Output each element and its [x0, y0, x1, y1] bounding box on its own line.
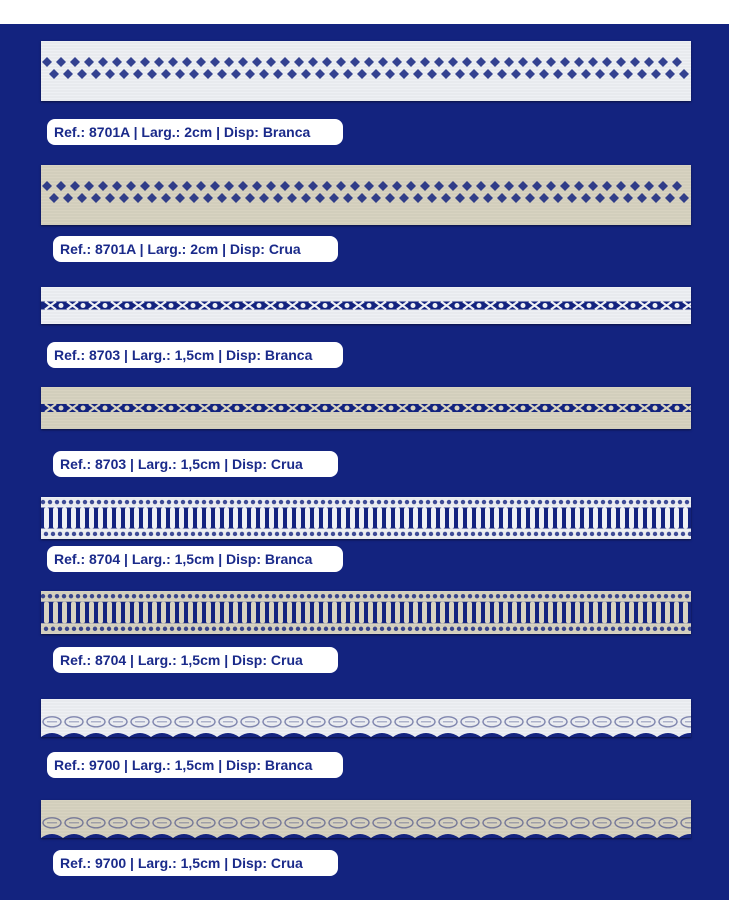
lace-strip-8703-crua — [41, 387, 691, 429]
lace-pattern-ladder — [41, 497, 691, 539]
lace-strip-8701a-crua — [41, 165, 691, 225]
lace-strip-8701a-branca — [41, 41, 691, 101]
product-label: Ref.: 8703 | Larg.: 1,5cm | Disp: Branca — [47, 342, 343, 368]
lace-pattern-zigzag — [41, 165, 691, 225]
product-label: Ref.: 8703 | Larg.: 1,5cm | Disp: Crua — [53, 451, 338, 477]
lace-pattern-cross-chain — [41, 387, 691, 429]
lace-strip-8704-crua — [41, 591, 691, 634]
lace-pattern-scallop — [41, 800, 691, 838]
lace-pattern-zigzag — [41, 41, 691, 101]
lace-strip-8703-branca — [41, 287, 691, 324]
lace-pattern-cross-chain — [41, 287, 691, 324]
lace-strip-9700-branca — [41, 699, 691, 737]
product-label: Ref.: 9700 | Larg.: 1,5cm | Disp: Crua — [53, 850, 338, 876]
product-label: Ref.: 8704 | Larg.: 1,5cm | Disp: Branca — [47, 546, 343, 572]
lace-pattern-scallop — [41, 699, 691, 737]
catalog-panel — [0, 24, 729, 900]
product-label: Ref.: 8701A | Larg.: 2cm | Disp: Crua — [53, 236, 338, 262]
product-label: Ref.: 8701A | Larg.: 2cm | Disp: Branca — [47, 119, 343, 145]
lace-pattern-ladder — [41, 591, 691, 634]
product-label: Ref.: 8704 | Larg.: 1,5cm | Disp: Crua — [53, 647, 338, 673]
product-label: Ref.: 9700 | Larg.: 1,5cm | Disp: Branca — [47, 752, 343, 778]
lace-strip-8704-branca — [41, 497, 691, 539]
lace-strip-9700-crua — [41, 800, 691, 838]
